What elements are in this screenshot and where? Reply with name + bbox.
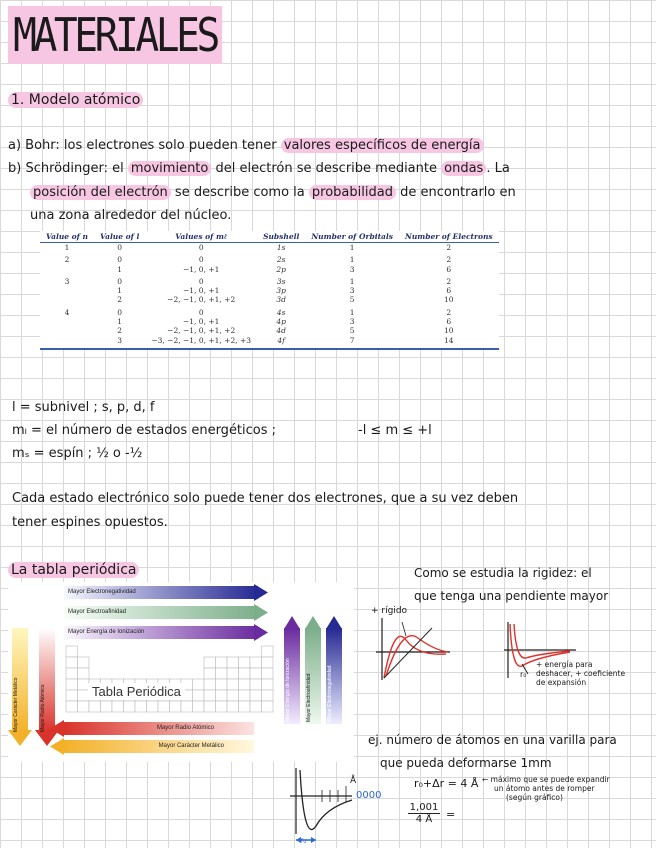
pt-cell: [239, 679, 251, 690]
table-cell: 1: [349, 276, 355, 286]
table-cell: 3: [64, 276, 70, 286]
qn-header-1: Value of l: [94, 231, 145, 243]
table-cell: 3d: [276, 295, 286, 305]
table-cell: 1: [349, 243, 355, 252]
table-cell: 6: [446, 264, 452, 274]
pt-cell: [89, 701, 101, 712]
table-row: [40, 317, 499, 326]
table-cell: 4d: [276, 326, 286, 336]
table-cell: 0: [117, 307, 123, 317]
qn-header-2: Values of mℓ: [145, 231, 257, 243]
vlabel-electroafinidad: Mayor Electroafinidad: [306, 673, 312, 722]
table-cell: −1, 0, +1: [182, 264, 220, 274]
pt-cell: [193, 679, 205, 690]
table-cell: 3: [349, 264, 355, 274]
pt-cell: [227, 668, 239, 679]
pt-cell: [170, 701, 182, 712]
vlabel-radio-atomico: Mayor Radio Atómico: [40, 684, 46, 732]
rigidez-line-1: Como se estudia la rigidez: el: [414, 566, 592, 580]
pt-cell: [66, 690, 78, 701]
table-row: [40, 252, 499, 264]
pt-cell: [227, 701, 239, 712]
table-row: [40, 243, 499, 253]
table-cell: [40, 326, 94, 335]
pt-cell: [239, 657, 251, 668]
pt-cell: [78, 668, 90, 679]
pt-cell: [239, 690, 251, 701]
example-notes: ← máximo que se puede expandir un átomo antes de romper (según gráfico): [482, 775, 610, 802]
table-cell: 1: [349, 255, 355, 265]
pt-cell: [204, 657, 216, 668]
table-cell: [40, 295, 94, 304]
table-cell: −3, −2, −1, 0, +1, +2, +3: [151, 335, 252, 345]
pt-cell: [193, 690, 205, 701]
periodic-table-label: Tabla Periódica: [88, 683, 185, 700]
note-ml: mₗ = el número de estados energéticos ;: [12, 423, 277, 438]
table-cell: 6: [446, 286, 452, 296]
qn-header-4: Number of Orbitals: [305, 231, 399, 243]
qn-header-3: Subshell: [257, 231, 305, 243]
pt-cell: [101, 701, 113, 712]
graph2-r0: r₀: [520, 670, 527, 679]
table-cell: 2: [446, 243, 452, 252]
example-fraction: 1,001 4 Å: [409, 802, 439, 825]
table-cell: −1, 0, +1: [182, 317, 220, 327]
pt-cell: [66, 668, 78, 679]
table-cell: 0: [117, 255, 123, 265]
table-cell: 1: [64, 243, 70, 252]
table-row: [40, 265, 499, 274]
example-circles: 0000: [356, 790, 382, 801]
table-cell: 10: [444, 295, 454, 305]
table-cell: 4p: [276, 317, 286, 327]
table-cell: 4s: [276, 307, 286, 317]
table-cell: 1s: [276, 243, 286, 252]
pauli-line-1: Cada estado electrónico solo puede tener dos electrones, que a su vez deben: [12, 491, 519, 506]
table-cell: 2: [446, 255, 452, 265]
pt-cell: [262, 679, 274, 690]
table-cell: 0: [117, 243, 123, 252]
pt-cell: [262, 657, 274, 668]
table-cell: 1: [117, 317, 123, 327]
pt-cell: [216, 668, 228, 679]
table-cell: [40, 286, 94, 295]
pt-cell: [204, 679, 216, 690]
table-cell: 7: [349, 335, 355, 345]
table-cell: 10: [444, 326, 454, 336]
section-heading-periodic-table: La tabla periódica: [8, 562, 139, 578]
example-line-1: ej. número de átomos en una varilla para: [368, 733, 617, 747]
pt-cell: [216, 679, 228, 690]
table-cell: 3p: [276, 286, 286, 296]
arrow-heads-up: [280, 616, 346, 630]
pt-cell: [66, 657, 78, 668]
vlabel-caracter-metalico: Mayor Carácter Metálico: [13, 677, 19, 732]
section-heading-atomic-model: 1. Modelo atómico: [8, 92, 143, 108]
pt-cell: [147, 701, 159, 712]
vlabel-ionizacion: Mayor Energía de Ionización: [285, 658, 291, 722]
table-cell: 1: [117, 286, 123, 296]
table-cell: [40, 336, 94, 345]
graph2-notes: + energía para deshacer, + coeficiente de expansión: [536, 660, 626, 687]
table-cell: 3: [117, 335, 123, 345]
vlabel-electronegatividad: Mayor Electronegatividad: [327, 665, 333, 722]
example-line-2: que pueda deformarse 1mm: [380, 756, 552, 770]
pt-cell: [239, 701, 251, 712]
pt-cell: [262, 668, 274, 679]
pt-cell: [78, 701, 90, 712]
pt-cell: [216, 690, 228, 701]
pt-cell: [227, 679, 239, 690]
arrow-radio-atomico: Mayor Radio Atómico: [64, 722, 254, 735]
pt-cell: [250, 701, 262, 712]
table-cell: 5: [349, 326, 355, 336]
table-cell: 3s: [276, 276, 286, 286]
example-r0: r₀: [300, 836, 307, 845]
pt-cell: [250, 657, 262, 668]
table-cell: [40, 265, 94, 274]
table-cell: −2, −1, 0, +1, +2: [167, 326, 236, 336]
table-cell: 0: [198, 276, 204, 286]
pt-cell: [204, 668, 216, 679]
table-cell: 0: [198, 255, 204, 265]
pt-cell: [124, 701, 136, 712]
schrodinger-line-1: b) Schrödinger: el movimiento del electrón se describe mediante ondas . La: [8, 161, 510, 176]
note-l-subnivel: l = subnivel ; s, p, d, f: [12, 400, 155, 415]
pt-cell: [66, 679, 78, 690]
periodic-trends-figure: [8, 582, 354, 762]
pt-cell: [66, 646, 78, 657]
table-row: [40, 274, 499, 286]
pt-cell: [216, 701, 228, 712]
graph1-label: + rígido: [371, 606, 408, 616]
pt-cell: [239, 668, 251, 679]
table-cell: −2, −1, 0, +1, +2: [167, 295, 236, 305]
note-ms: mₛ = espín ; ½ o -½: [12, 446, 143, 461]
table-row: [40, 326, 499, 335]
table-cell: −1, 0, +1: [182, 286, 220, 296]
arrow-ionizacion: Mayor Energía de Ionización: [64, 626, 258, 639]
example-equation: r₀+Δr = 4 Å: [414, 777, 479, 790]
table-row: [40, 286, 499, 295]
table-cell: 0: [198, 243, 204, 252]
pt-cell: [227, 657, 239, 668]
pt-cell: [250, 668, 262, 679]
table-row: [40, 336, 499, 345]
arrow-electroafinidad: Mayor Electroafinidad: [64, 606, 258, 619]
note-ml-range: -l ≤ m ≤ +l: [358, 423, 432, 438]
quantum-numbers-table: [40, 231, 499, 350]
table-cell: 3: [349, 286, 355, 296]
periodic-table-grid: [64, 644, 274, 716]
pt-cell: [181, 701, 193, 712]
table-cell: 2: [446, 307, 452, 317]
arrow-caracter-metalico: Mayor Carácter Metálico: [64, 740, 254, 753]
table-cell: 2: [64, 255, 70, 265]
pt-cell: [262, 701, 274, 712]
table-cell: 14: [444, 335, 454, 345]
pt-cell: [262, 646, 274, 657]
pt-cell: [204, 690, 216, 701]
rigidez-line-2: que tenga una pendiente mayor: [414, 589, 609, 603]
table-cell: 6: [446, 317, 452, 327]
page-title: MATERIALES: [8, 6, 222, 64]
table-cell: 1: [117, 264, 123, 274]
pt-cell: [250, 679, 262, 690]
table-cell: 4f: [277, 335, 285, 345]
table-cell: [40, 317, 94, 326]
pauli-line-2: tener espines opuestos.: [12, 515, 168, 530]
table-row: [40, 305, 499, 317]
pt-cell: [193, 701, 205, 712]
table-cell: 2: [117, 295, 123, 305]
table-cell: 2: [446, 276, 452, 286]
table-row: [40, 295, 499, 304]
table-cell: 4: [64, 307, 70, 317]
pt-cell: [204, 701, 216, 712]
table-cell: 0: [198, 307, 204, 317]
table-cell: 0: [117, 276, 123, 286]
arrow-electronegatividad: Mayor Electronegatividad: [64, 586, 258, 599]
table-cell: 5: [349, 295, 355, 305]
pt-cell: [78, 657, 90, 668]
example-equals: =: [446, 808, 456, 821]
table-cell: 1: [349, 307, 355, 317]
qn-header-5: Number of Electrons: [399, 231, 499, 243]
graph-rigidity-curves: [372, 614, 452, 684]
table-cell: 2p: [276, 264, 286, 274]
example-angstrom: Å: [350, 776, 357, 786]
arrow-heads-left: [48, 720, 66, 758]
table-cell: 2: [117, 326, 123, 336]
arrow-heads-top: [254, 582, 278, 642]
pt-cell: [158, 701, 170, 712]
pt-cell: [262, 690, 274, 701]
bohr-line: a) Bohr: los electrones solo pueden tener valores específicos de energía: [8, 138, 484, 153]
schrodinger-line-3: una zona alrededor del núcleo.: [30, 208, 232, 223]
pt-cell: [227, 690, 239, 701]
schrodinger-line-2: posición del electrón se describe como la probabilidad de encontrarlo en: [30, 185, 516, 200]
pt-cell: [250, 690, 262, 701]
pt-cell: [66, 701, 78, 712]
table-cell: 2s: [276, 255, 286, 265]
pt-cell: [135, 701, 147, 712]
qn-header-0: Value of n: [40, 231, 94, 243]
table-cell: 3: [349, 317, 355, 327]
pt-cell: [112, 701, 124, 712]
pt-cell: [216, 657, 228, 668]
